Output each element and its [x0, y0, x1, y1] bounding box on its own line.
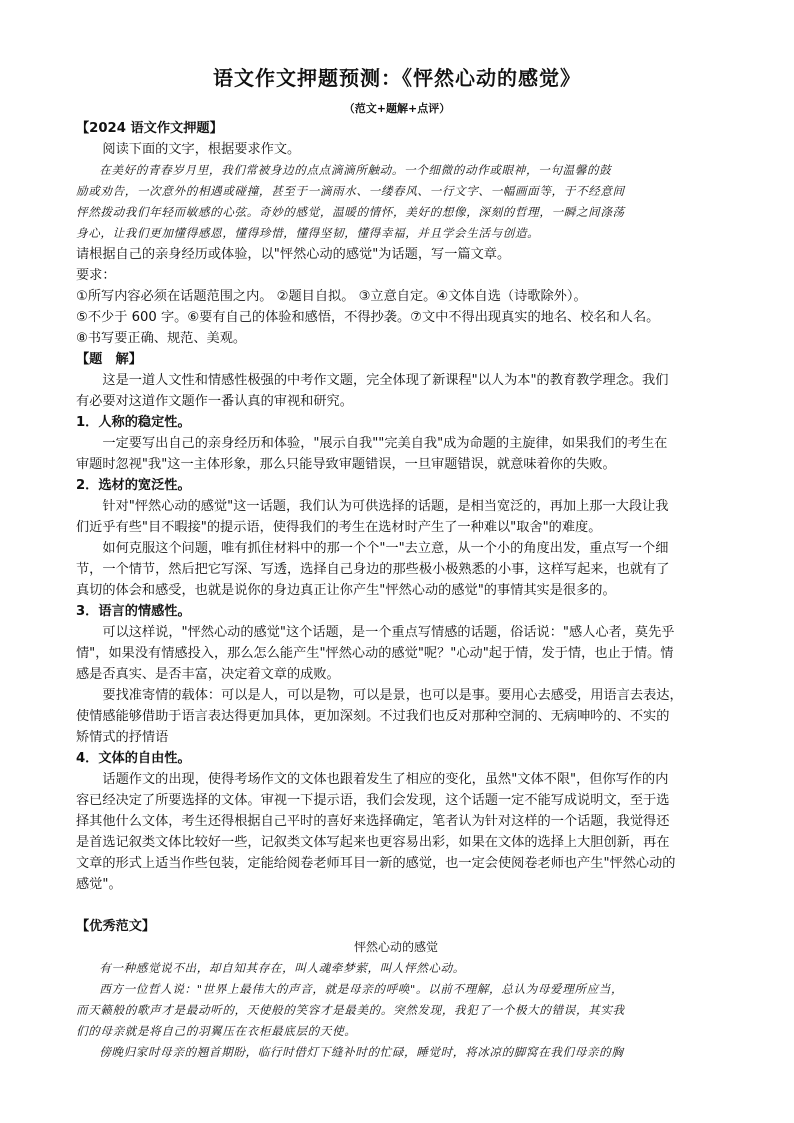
point-line: 容已经决定了所要选择的文体。审视一下提示语，我们会发现，这个话题一定不能写成说明文，至于选 [76, 793, 670, 808]
point-line: 是首选记叙类文体比较好一些，记叙类文体写起来也更容易出彩，如果在文体的选择上大胆创新，再在 [76, 835, 670, 850]
point-line: 针对"怦然心动的感觉"这一话题，我们认为可供选择的话题，是相当宽泛的，再加上那一大段让我 [102, 499, 669, 514]
requirements-label: 要求： [76, 268, 116, 283]
point-line: 真切的体会和感受，也就是说你的身边真正让你产生"怦然心动的感觉"的事情其实是很多的。 [76, 583, 616, 598]
point-line: 如何克服这个问题，唯有抓住材料中的那一个个"一"去立意，从一个小的角度出发，重点写一个细 [102, 541, 669, 556]
point-line: 话题作文的出现，使得考场作文的文体也跟着发生了相应的变化，虽然"文体不限"，但你写作的内 [102, 772, 669, 787]
point-title: 1．人称的稳定性。 [76, 415, 191, 430]
analysis-intro-line: 有必要对这道作文题作一番认真的审视和研究。 [76, 394, 353, 409]
requirement-line: ①所写内容必须在话题范围之内。 ②题目自拟。 ③立意自定。④文体自选（诗歌除外）。 [76, 289, 587, 304]
point-title: 3．语言的情感性。 [76, 604, 191, 619]
requirement-line: ⑧书写要正确、规范、美观。 [76, 331, 247, 346]
prompt-task: 请根据自己的亲身经历或体验，以"怦然心动的感觉"为话题，写一篇文章。 [76, 247, 511, 262]
essay-title: 怦然心动的感觉 [353, 940, 438, 954]
section-gap [76, 895, 716, 916]
requirement-line: ⑤不少于 600 字。⑥要有自己的体验和感悟，不得抄袭。⑦文中不得出现真实的地名、校名和人名。 [76, 310, 660, 325]
point-line: 们近乎有些"目不暇接"的提示语，使得我们的考生在选材时产生了一种难以"取舍"的难度。 [76, 520, 602, 535]
analysis-heading: 【题 解】 [76, 352, 142, 367]
analysis-intro-line: 这是一道人文性和情感性极强的中考作文题，完全体现了新课程"以人为本"的教育教学理念。我们 [102, 373, 669, 388]
prompt-heading: 【2024 语文作文押题】 [76, 121, 223, 136]
material-line: 身心，让我们更加懂得感恩，懂得珍惜，懂得坚韧，懂得幸福，并且学会生活与创造。 [76, 226, 540, 240]
page-subtitle: （范文+题解+点评） [343, 102, 451, 115]
point-title: 2．选材的宽泛性。 [76, 478, 191, 493]
point-line: 审题时忽视"我"这一主体形象，那么只能导致审题错误，一旦审题错误，就意味着你的失败。 [76, 457, 616, 472]
essay-line: 而天籁般的歌声才是最动听的，天使般的笑容才是最美的。突然发现，我犯了一个极大的错误，其实我 [76, 1003, 625, 1017]
point-line: 要找准寄情的载体：可以是人，可以是物，可以是景，也可以是事。要用心去感受，用语言去表达， [102, 688, 683, 703]
point-title: 4．文体的自由性。 [76, 751, 191, 766]
point-line: 择其他什么文体，考生还得根据自己平时的喜好来选择确定，笔者认为针对这样的一个话题，我觉得还 [76, 814, 670, 829]
point-line: 文章的形式上适当作些包装，定能给阅卷老师耳目一新的感觉，也一定会使阅卷老师也产生"怦然心动的 [76, 856, 676, 871]
point-line: 使情感能够借助于语言表达得更加具体，更加深刻。不过我们也反对那种空洞的、无病呻吟的、不实的 [76, 709, 670, 724]
point-line: 情"，如果没有情感投入，那么怎么能产生"怦然心动的感觉"呢？"心动"起于情，发于情，也止于情。情 [76, 646, 674, 661]
essay-line: 西方一位哲人说："世界上最伟大的声音，就是母亲的呼唤"。以前不理解，总认为母爱理所应当， [99, 982, 624, 996]
page-title: 语文作文押题预测：《怦然心动的感觉》 [213, 66, 581, 90]
point-line: 感是否真实、是否丰富，决定着文章的成败。 [76, 667, 340, 682]
point-line: 可以这样说，"怦然心动的感觉"这个话题，是一个重点写情感的话题，俗话说："感人心者，莫先乎 [102, 625, 675, 640]
material-line: 怦然拨动我们年轻而敏感的心弦。奇妙的感觉，温暖的情怀，美好的想像，深刻的哲理，一瞬之间涤荡 [76, 205, 625, 219]
point-line: 节，一个情节，然后把它写深、写透，选择自己身边的那些极小极熟悉的小事，这样写起来，也就有了 [76, 562, 670, 577]
document-body [76, 118, 716, 1063]
point-line: 矫情式的抒情语 [76, 730, 169, 745]
point-line: 感觉"。 [76, 877, 122, 892]
point-line: 一定要写出自己的亲身经历和体验，"展示自我""完美自我"成为命题的主旋律，如果我们的考生在 [102, 436, 668, 451]
essay-line: 们的母亲就是将自己的羽翼压在衣柜最底层的天使。 [76, 1024, 357, 1038]
essay-line: 傍晚归家时母亲的翘首期盼，临行时借灯下缝补时的忙碌，睡觉时，将冰凉的脚窝在我们母亲的胸 [99, 1045, 624, 1059]
material-line: 励或劝告，一次意外的相遇或碰撞，甚至于一滴雨水、一缕春风、一行文字、一幅画面等，于不经意间 [76, 184, 625, 198]
material-line: 在美好的青春岁月里，我们常被身边的点点滴滴所触动。一个细微的动作或眼神，一句温馨的鼓 [99, 163, 612, 177]
essay-line: 有一种感觉说不出，却自知其存在，叫人魂牵梦萦，叫人怦然心动。 [99, 961, 466, 975]
essay-heading: 【优秀范文】 [76, 919, 156, 934]
prompt-intro: 阅读下面的文字，根据要求作文。 [102, 142, 301, 157]
